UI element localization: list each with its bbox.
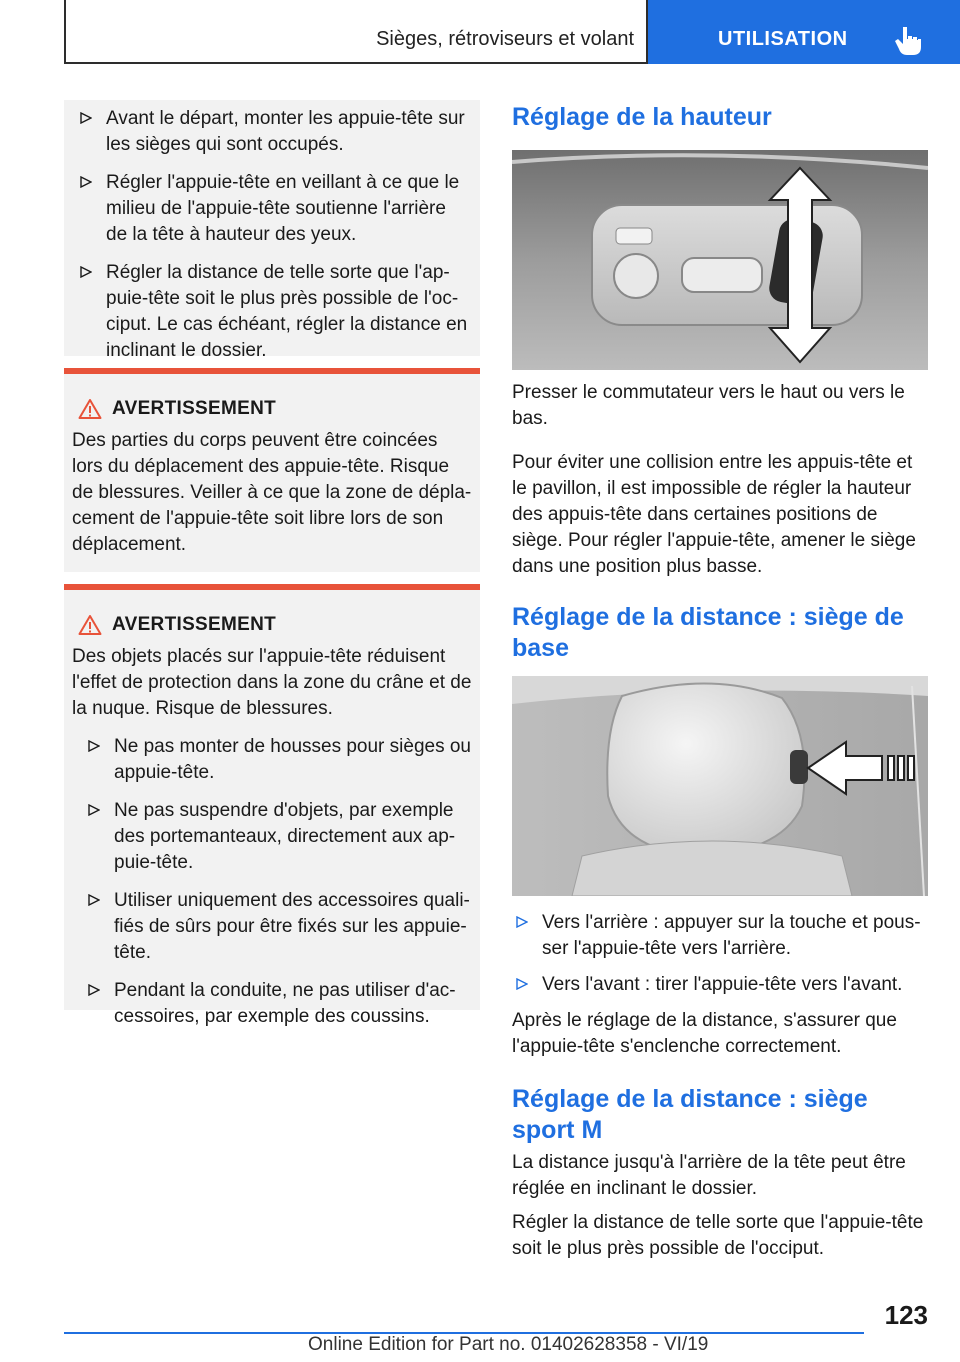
base-seat-text	[512, 910, 928, 1060]
section-base-seat	[512, 602, 928, 664]
paragraph: Après le réglage de la distance, s'assurer que l'appuie-tête s'enclenche correctement.	[512, 1010, 897, 1057]
bullet-triangle-icon	[516, 978, 528, 990]
list-item	[512, 972, 928, 998]
list-item-text: Vers l'arrière : appuyer sur la touche et pous-ser l'appuie-tête vers l'arrière.	[542, 912, 921, 959]
list-item	[84, 978, 472, 1030]
warning-text: Des objets placés sur l'appuie-tête réduisent l'effet de protection dans la zone du crâne et de la nuque. Risque de blessures.	[72, 646, 472, 719]
list-item	[76, 106, 470, 158]
paragraph: Régler la distance de telle sorte que l'appuie-tête soit le plus près possible de l'occiput.	[512, 1212, 924, 1259]
instruction-list	[76, 106, 470, 364]
list-item	[84, 798, 472, 876]
bullet-triangle-icon	[516, 916, 528, 928]
heading-sport-seat: Réglage de la distance : siège sport M	[512, 1085, 868, 1144]
paragraph: Pour éviter une collision entre les appuis-tête et le pavillon, il est impossible de régler la hauteur des appuis-tête dans certaines positions de siège. Pour régler l'appuie-tête, amener le siège dans une position plus basse.	[512, 452, 916, 577]
warning-box-pinching	[64, 368, 480, 572]
warning-list	[72, 734, 472, 1030]
heading-height-adjust: Réglage de la hauteur	[512, 103, 772, 131]
warning-text: Des parties du corps peuvent être coincées lors du déplacement des appuie-tête. Risque de blessures. Veiller à ce que la zone de dépla-cement de l'appuie-tête soit libre lors de son déplacement.	[72, 430, 472, 555]
headrest-illustration	[512, 676, 928, 896]
instruction-box	[64, 100, 480, 361]
base-seat-list	[512, 910, 928, 998]
list-item	[76, 170, 470, 248]
list-item-text: Régler la distance de telle sorte que l'ap-puie-tête soit le plus près possible de l'oc-ciput. Le cas échéant, régler la distance en inclinant le dossier.	[106, 262, 468, 361]
warning-heading	[72, 396, 472, 422]
page-number: 123	[884, 1300, 928, 1330]
bullet-triangle-icon	[88, 804, 100, 816]
section-sport-seat	[512, 1084, 928, 1262]
footer-edition: Online Edition for Part no. 01402628358 - VI/19	[308, 1334, 709, 1355]
warning-title: AVERTISSEMENT	[112, 614, 277, 635]
list-item-text: Vers l'avant : tirer l'appuie-tête vers l'avant.	[542, 974, 903, 995]
bullet-triangle-icon	[80, 266, 92, 278]
paragraph: La distance jusqu'à l'arrière de la tête peut être réglée en inclinant le dossier.	[512, 1152, 906, 1199]
list-item-text: Régler l'appuie-tête en veillant à ce que le milieu de l'appuie-tête soutienne l'arrière de la tête à hauteur des yeux.	[106, 172, 460, 245]
section-height	[512, 102, 928, 133]
list-item-text: Pendant la conduite, ne pas utiliser d'ac-cessoires, par exemple des coussins.	[114, 980, 456, 1027]
list-item-text: Ne pas monter de housses pour sièges ou appuie-tête.	[114, 736, 471, 783]
header-section-tab	[648, 0, 960, 64]
height-switch-illustration	[512, 150, 928, 370]
warning-triangle-icon	[78, 614, 102, 636]
height-text	[512, 380, 928, 580]
paragraph: Presser le commutateur vers le haut ou vers le bas.	[512, 382, 905, 429]
bullet-triangle-icon	[88, 984, 100, 996]
header-chapter-box	[64, 0, 648, 64]
warning-heading	[72, 612, 472, 638]
list-item-text: Utiliser uniquement des accessoires quali-fiés de sûrs pour être fixés sur les appuie-tête.	[114, 890, 470, 963]
bullet-triangle-icon	[80, 176, 92, 188]
warning-triangle-icon	[78, 398, 102, 420]
chapter-title: Sièges, rétroviseurs et volant	[376, 28, 634, 50]
bullet-triangle-icon	[80, 112, 92, 124]
list-item	[76, 260, 470, 364]
list-item	[84, 888, 472, 966]
list-item	[512, 910, 928, 962]
bullet-triangle-icon	[88, 740, 100, 752]
list-item-text: Ne pas suspendre d'objets, par exemple des portemanteaux, directement aux ap-puie-tête.	[114, 800, 456, 873]
warning-title: AVERTISSEMENT	[112, 398, 277, 419]
list-item	[84, 734, 472, 786]
warning-box-objects	[64, 584, 480, 1027]
bullet-triangle-icon	[88, 894, 100, 906]
section-title: UTILISATION	[718, 28, 848, 50]
pointing-hand-icon	[895, 25, 921, 55]
list-item-text: Avant le départ, monter les appuie-tête sur les sièges qui sont occupés.	[106, 108, 465, 155]
heading-base-seat: Réglage de la distance : siège de base	[512, 603, 904, 662]
